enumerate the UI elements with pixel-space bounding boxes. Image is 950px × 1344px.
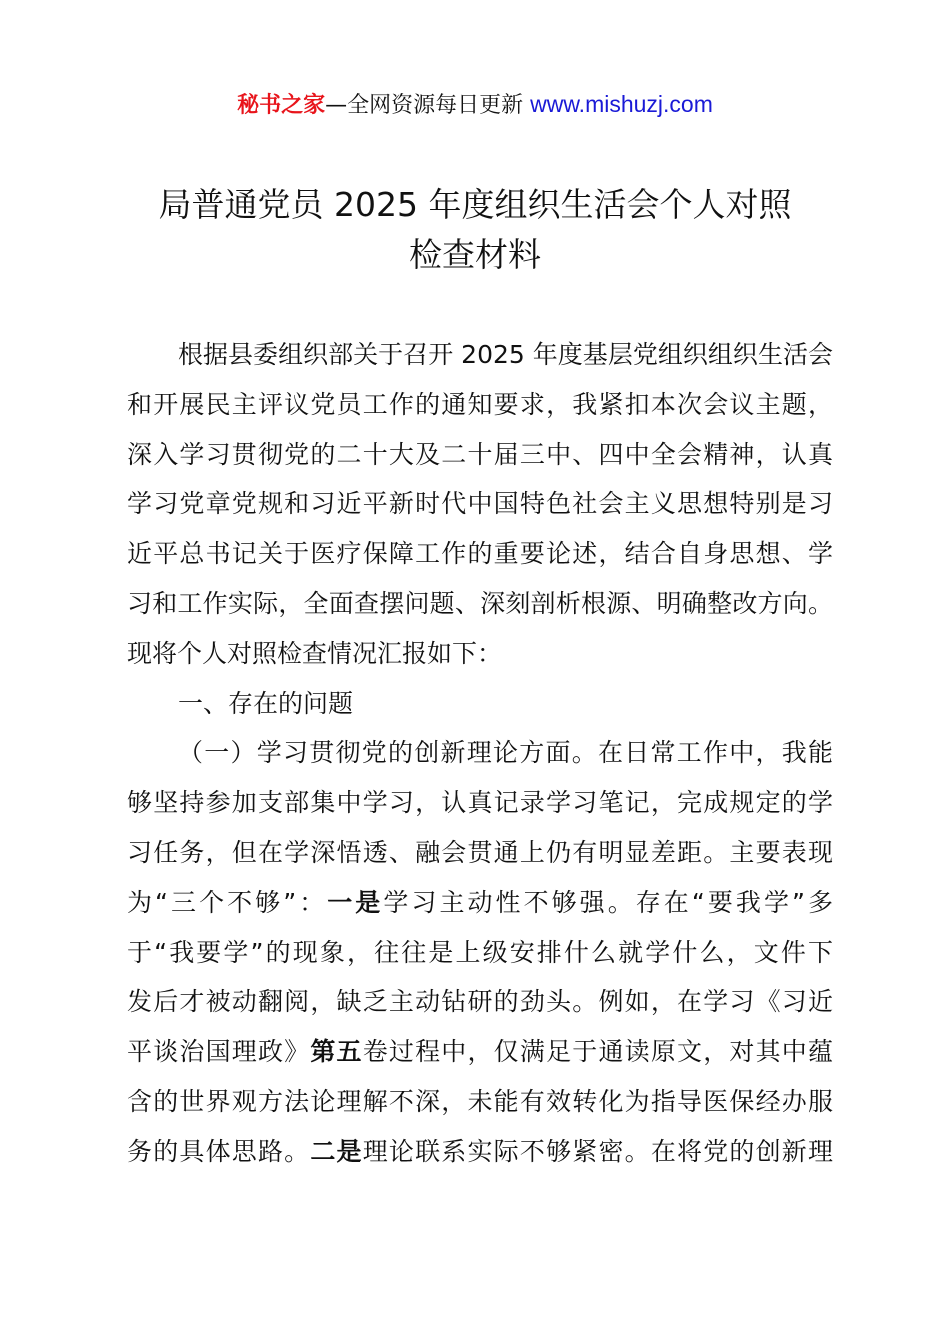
text-segment: 一、存在的问题 (178, 688, 354, 718)
text-segment: （一）学习贯彻党的创新理论方面。在日常工作中，我能 (178, 738, 833, 768)
text-segment: 于“我要学”的现象，往往是上级安排什么就学什么，文件下 (127, 937, 833, 967)
site-brand: 秘书之家 (237, 93, 326, 118)
site-header (0, 88, 950, 122)
text-segment: 含的世界观方法论理解不深，未能有效转化为指导医保经办服 (127, 1087, 833, 1116)
body-text-line (127, 587, 833, 621)
body-text-line (127, 836, 833, 870)
text-segment: 习和工作实际，全面查摆问题、深刻剖析根源、明确整改方向。 (127, 589, 833, 618)
text-segment: 发后才被动翻阅，缺乏主动钻研的劲头。例如，在学习《习近 (127, 987, 833, 1017)
text-segment: 务的具体思路。 (127, 1136, 311, 1166)
body-text-line (127, 438, 833, 472)
bold-text: 第五 (310, 1037, 363, 1067)
text-segment: 近平总书记关于医疗保障工作的重要论述，结合自身思想、学 (127, 539, 833, 569)
bold-text: 一是 (327, 887, 384, 917)
body-text-line (127, 936, 833, 970)
text-segment: 现将个人对照检查情况汇报如下： (127, 638, 503, 668)
text-segment: 卷过程中，仅满足于通读原文，对其中蕴 (362, 1037, 833, 1067)
body-text-line (127, 388, 833, 422)
text-segment: 深入学习贯彻党的二十大及二十届三中、四中全会精神，认真 (127, 439, 833, 469)
text-segment: 和开展民主评议党员工作的通知要求，我紧扣本次会议主题， (127, 389, 833, 419)
site-url-link[interactable]: www.mishuzj.com (530, 91, 713, 117)
text-segment: 学习党章党规和习近平新时代中国特色社会主义思想特别是习 (127, 489, 833, 519)
body-text-line (178, 736, 833, 770)
text-segment: 理论联系实际不够紧密。在将党的创新理 (362, 1136, 833, 1166)
body-text-line (127, 487, 833, 521)
body-text-line (178, 687, 833, 721)
body-text-line (127, 985, 833, 1019)
text-segment: 够坚持参加支部集中学习，认真记录学习笔记，完成规定的学 (127, 788, 833, 818)
text-segment: 习任务，但在学深悟透、融会贯通上仍有明显差距。主要表现 (127, 838, 833, 867)
body-text-line (127, 1135, 833, 1169)
text-segment: 根据县委组织部关于召开 2025 年度基层党组织组织生活会 (178, 340, 833, 369)
body-text-line (127, 537, 833, 571)
text-segment: 学习主动性不够强。存在“要我学”多 (383, 887, 833, 917)
document-title-line-2: 检查材料 (409, 235, 541, 274)
body-text-line (127, 886, 833, 920)
document-title-line-1: 局普通党员 2025 年度组织生活会个人对照 (158, 185, 792, 224)
text-segment: 平谈治国理政》 (127, 1037, 311, 1067)
body-text-line (127, 1035, 833, 1069)
body-text-line (127, 786, 833, 820)
site-slogan: —全网资源每日更新 (325, 93, 531, 118)
body-text-line (178, 338, 833, 372)
body-text-line (127, 637, 833, 671)
body-text-line (127, 1085, 833, 1119)
text-segment: 为“三个不够”： (127, 887, 328, 917)
bold-text: 二是 (310, 1136, 363, 1166)
